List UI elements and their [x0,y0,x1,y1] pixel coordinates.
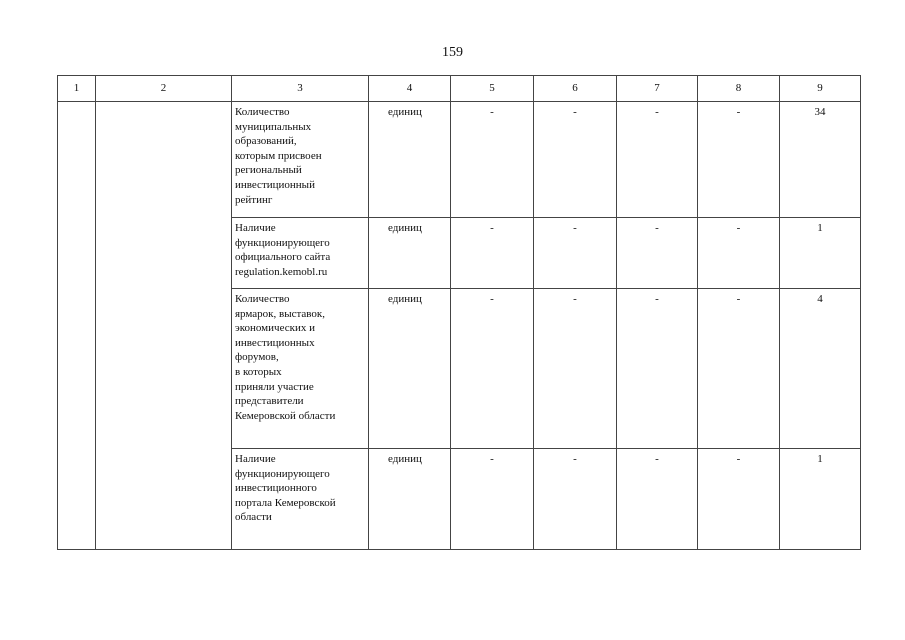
header-cell: 5 [451,76,534,102]
value-cell: - [534,218,617,289]
value-cell: 4 [780,289,861,449]
indicator-cell: Количество муниципальных образований, которым присвоен региональный инвестиционный рейтинг [232,102,369,218]
page-number: 159 [442,45,463,60]
value-cell: - [698,449,780,550]
indicator-table [57,75,861,550]
empty-cell-col2 [96,102,232,550]
value-cell: - [534,449,617,550]
value-cell: - [617,449,698,550]
value-cell: - [451,218,534,289]
unit-cell: единиц [369,218,451,289]
header-cell: 3 [232,76,369,102]
table-row [58,102,861,218]
value-cell: - [451,289,534,449]
value-cell: - [451,449,534,550]
value-cell: - [698,289,780,449]
value-cell: - [617,289,698,449]
value-cell: - [534,289,617,449]
value-cell: 1 [780,218,861,289]
indicator-cell: Наличие функционирующего официального сайта regulation.kemobl.ru [232,218,369,289]
table-header-row [58,76,861,102]
unit-cell: единиц [369,449,451,550]
header-cell: 7 [617,76,698,102]
value-cell: - [617,102,698,218]
value-cell: - [451,102,534,218]
header-cell: 2 [96,76,232,102]
header-cell: 1 [58,76,96,102]
header-cell: 4 [369,76,451,102]
value-cell: 34 [780,102,861,218]
header-cell: 9 [780,76,861,102]
empty-cell-col1 [58,102,96,550]
value-cell: - [534,102,617,218]
unit-cell: единиц [369,289,451,449]
indicator-cell: Количество ярмарок, выставок, экономических и инвестиционных форумов, в которых приняли участие представители Кемеровской области [232,289,369,449]
value-cell: - [698,218,780,289]
value-cell: - [617,218,698,289]
value-cell: - [698,102,780,218]
value-cell: 1 [780,449,861,550]
indicator-cell: Наличие функционирующего инвестиционного портала Кемеровской области [232,449,369,550]
unit-cell: единиц [369,102,451,218]
header-cell: 6 [534,76,617,102]
header-cell: 8 [698,76,780,102]
